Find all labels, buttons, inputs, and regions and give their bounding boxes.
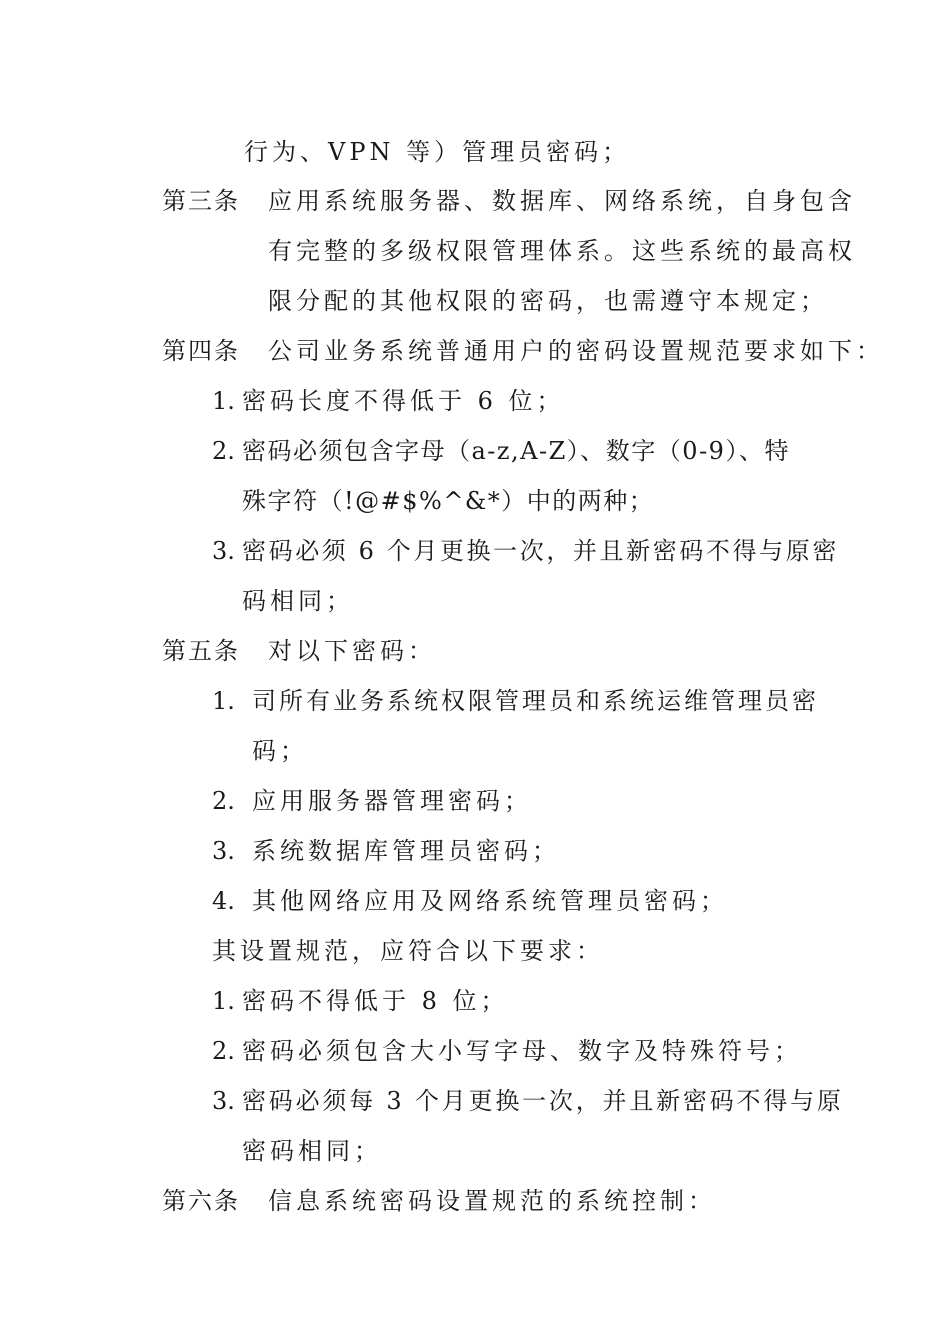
list-item: 殊字符（!@#$%^&*）中的两种；: [242, 487, 655, 515]
list-item: 密码必须每 3 个月更换一次，并且新密码不得与原: [242, 1087, 844, 1115]
list-item: 系统数据库管理员密码；: [252, 837, 560, 865]
article-3-text: 应用系统服务器、数据库、网络系统，自身包含: [268, 187, 856, 215]
list-item: 码；: [252, 737, 308, 765]
list-number: 1.: [212, 987, 235, 1015]
article-3-text: 有完整的多级权限管理体系。这些系统的最高权: [268, 237, 856, 265]
text-line: 行为、VPN 等）管理员密码；: [244, 138, 631, 166]
list-number: 2.: [212, 787, 235, 815]
requirement-intro: 其设置规范，应符合以下要求：: [212, 937, 604, 965]
list-item: 密码必须包含字母（a-z,A-Z）、数字（0-9）、特: [242, 437, 790, 465]
list-item: 密码相同；: [242, 1137, 382, 1165]
list-number: 4.: [212, 887, 235, 915]
list-item: 密码必须包含大小写字母、数字及特殊符号；: [242, 1037, 802, 1065]
article-5-label: 第五条: [162, 637, 240, 665]
list-item: 密码必须 6 个月更换一次，并且新密码不得与原密: [242, 537, 839, 565]
list-number: 1.: [212, 687, 235, 715]
article-6-label: 第六条: [162, 1187, 240, 1215]
list-item: 密码不得低于 8 位；: [242, 987, 509, 1015]
list-number: 1.: [212, 387, 235, 415]
list-number: 3.: [212, 837, 235, 865]
article-3-text: 限分配的其他权限的密码，也需遵守本规定；: [268, 287, 828, 315]
list-item: 密码长度不得低于 6 位；: [242, 387, 565, 415]
list-item: 其他网络应用及网络系统管理员密码；: [252, 887, 728, 915]
article-5-text: 对以下密码：: [268, 637, 436, 665]
list-item: 司所有业务系统权限管理员和系统运维管理员密: [252, 687, 819, 715]
list-item: 应用服务器管理密码；: [252, 787, 532, 815]
list-number: 2.: [212, 1037, 235, 1065]
list-number: 2.: [212, 437, 235, 465]
list-item: 码相同；: [242, 587, 354, 615]
list-number: 3.: [212, 1087, 235, 1115]
article-4-text: 公司业务系统普通用户的密码设置规范要求如下：: [268, 337, 884, 365]
article-3-label: 第三条: [162, 187, 240, 215]
article-6-text: 信息系统密码设置规范的系统控制：: [268, 1187, 716, 1215]
list-number: 3.: [212, 537, 235, 565]
article-4-label: 第四条: [162, 337, 240, 365]
